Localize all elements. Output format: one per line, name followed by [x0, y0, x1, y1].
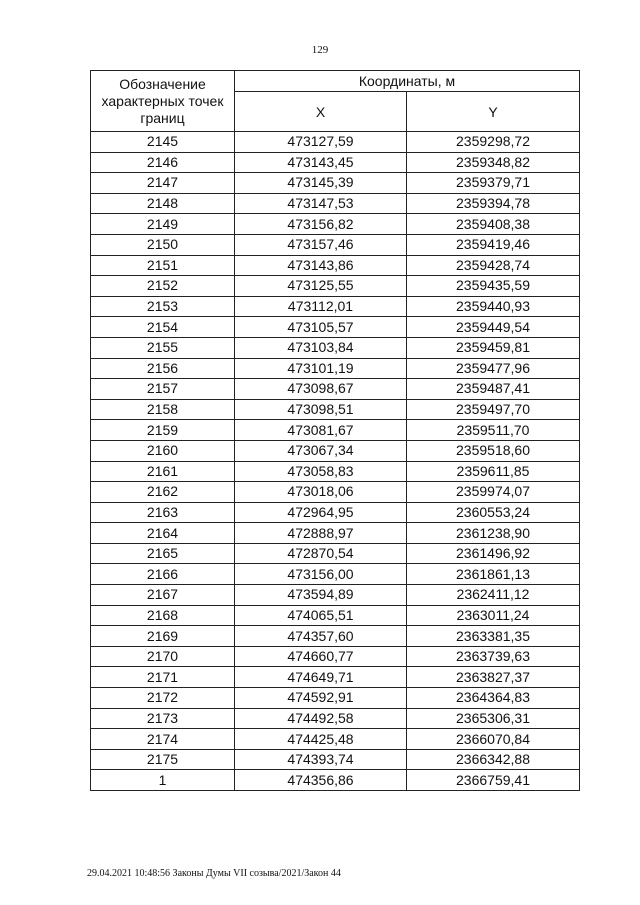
point-id-cell: 2151: [91, 255, 235, 276]
point-id-cell: 2161: [91, 461, 235, 482]
point-id-cell: 2146: [91, 152, 235, 173]
y-coordinate-cell: 2359487,41: [407, 379, 580, 400]
x-coordinate-cell: 473058,83: [235, 461, 407, 482]
point-id-cell: 2157: [91, 379, 235, 400]
table-row: [91, 523, 580, 544]
table-row: [91, 420, 580, 441]
y-coordinate-cell: 2361861,13: [407, 564, 580, 585]
point-id-cell: 2165: [91, 543, 235, 564]
point-id-cell: 2148: [91, 193, 235, 214]
table-row: [91, 749, 580, 770]
header-x: X: [235, 92, 407, 132]
point-id-cell: 2175: [91, 749, 235, 770]
table-row: [91, 688, 580, 709]
y-coordinate-cell: 2359298,72: [407, 132, 580, 153]
x-coordinate-cell: 473103,84: [235, 337, 407, 358]
x-coordinate-cell: 474492,58: [235, 708, 407, 729]
y-coordinate-cell: 2366070,84: [407, 729, 580, 750]
point-id-cell: 2168: [91, 605, 235, 626]
table-row: [91, 461, 580, 482]
table-row: [91, 193, 580, 214]
x-coordinate-cell: 474425,48: [235, 729, 407, 750]
point-id-cell: 2173: [91, 708, 235, 729]
point-id-cell: 2166: [91, 564, 235, 585]
table-row: [91, 234, 580, 255]
table-row: [91, 605, 580, 626]
point-id-cell: 1: [91, 770, 235, 791]
x-coordinate-cell: 473018,06: [235, 482, 407, 503]
y-coordinate-cell: 2359518,60: [407, 440, 580, 461]
y-coordinate-cell: 2365306,31: [407, 708, 580, 729]
header-coordinates: Координаты, м: [235, 71, 580, 92]
footer-stamp: 29.04.2021 10:48:56 Законы Думы VII созыва/2021/Закон 44: [87, 868, 341, 879]
x-coordinate-cell: 474356,86: [235, 770, 407, 791]
point-id-cell: 2156: [91, 358, 235, 379]
x-coordinate-cell: 473127,59: [235, 132, 407, 153]
x-coordinate-cell: 473101,19: [235, 358, 407, 379]
table-row: [91, 646, 580, 667]
y-coordinate-cell: 2359511,70: [407, 420, 580, 441]
table-row: [91, 132, 580, 153]
point-id-cell: 2163: [91, 502, 235, 523]
y-coordinate-cell: 2359408,38: [407, 214, 580, 235]
x-coordinate-cell: 473125,55: [235, 276, 407, 297]
y-coordinate-cell: 2359428,74: [407, 255, 580, 276]
x-coordinate-cell: 473105,57: [235, 317, 407, 338]
point-id-cell: 2162: [91, 482, 235, 503]
point-id-cell: 2160: [91, 440, 235, 461]
y-coordinate-cell: 2359459,81: [407, 337, 580, 358]
y-coordinate-cell: 2359394,78: [407, 193, 580, 214]
y-coordinate-cell: 2359440,93: [407, 296, 580, 317]
x-coordinate-cell: 474393,74: [235, 749, 407, 770]
x-coordinate-cell: 472964,95: [235, 502, 407, 523]
x-coordinate-cell: 473098,67: [235, 379, 407, 400]
x-coordinate-cell: 473143,45: [235, 152, 407, 173]
table-row: [91, 337, 580, 358]
header-designation: Обозначение характерных точек границ: [91, 71, 235, 132]
table-row: [91, 667, 580, 688]
table-row: [91, 399, 580, 420]
point-id-cell: 2158: [91, 399, 235, 420]
y-coordinate-cell: 2363827,37: [407, 667, 580, 688]
y-coordinate-cell: 2359497,70: [407, 399, 580, 420]
y-coordinate-cell: 2359435,59: [407, 276, 580, 297]
y-coordinate-cell: 2361238,90: [407, 523, 580, 544]
y-coordinate-cell: 2363381,35: [407, 626, 580, 647]
x-coordinate-cell: 473156,00: [235, 564, 407, 585]
table-row: [91, 543, 580, 564]
y-coordinate-cell: 2359611,85: [407, 461, 580, 482]
point-id-cell: 2174: [91, 729, 235, 750]
x-coordinate-cell: 472888,97: [235, 523, 407, 544]
x-coordinate-cell: 472870,54: [235, 543, 407, 564]
table-row: [91, 358, 580, 379]
x-coordinate-cell: 473156,82: [235, 214, 407, 235]
y-coordinate-cell: 2359974,07: [407, 482, 580, 503]
x-coordinate-cell: 473098,51: [235, 399, 407, 420]
point-id-cell: 2150: [91, 234, 235, 255]
x-coordinate-cell: 474065,51: [235, 605, 407, 626]
x-coordinate-cell: 474357,60: [235, 626, 407, 647]
y-coordinate-cell: 2364364,83: [407, 688, 580, 709]
table-row: [91, 296, 580, 317]
table-row: [91, 214, 580, 235]
table-body: [91, 132, 580, 791]
point-id-cell: 2159: [91, 420, 235, 441]
point-id-cell: 2171: [91, 667, 235, 688]
x-coordinate-cell: 473081,67: [235, 420, 407, 441]
x-coordinate-cell: 474649,71: [235, 667, 407, 688]
table-row: [91, 173, 580, 194]
y-coordinate-cell: 2363011,24: [407, 605, 580, 626]
table-row: [91, 317, 580, 338]
x-coordinate-cell: 473145,39: [235, 173, 407, 194]
point-id-cell: 2169: [91, 626, 235, 647]
table-row: [91, 708, 580, 729]
table-row: [91, 440, 580, 461]
point-id-cell: 2172: [91, 688, 235, 709]
x-coordinate-cell: 473147,53: [235, 193, 407, 214]
table-row: [91, 564, 580, 585]
y-coordinate-cell: 2359348,82: [407, 152, 580, 173]
point-id-cell: 2147: [91, 173, 235, 194]
point-id-cell: 2167: [91, 585, 235, 606]
point-id-cell: 2153: [91, 296, 235, 317]
table-row: [91, 626, 580, 647]
x-coordinate-cell: 474660,77: [235, 646, 407, 667]
point-id-cell: 2149: [91, 214, 235, 235]
point-id-cell: 2154: [91, 317, 235, 338]
y-coordinate-cell: 2359379,71: [407, 173, 580, 194]
point-id-cell: 2145: [91, 132, 235, 153]
coordinates-table: [90, 70, 580, 791]
y-coordinate-cell: 2361496,92: [407, 543, 580, 564]
point-id-cell: 2164: [91, 523, 235, 544]
table-row: [91, 379, 580, 400]
table-row: [91, 482, 580, 503]
y-coordinate-cell: 2359419,46: [407, 234, 580, 255]
y-coordinate-cell: 2366342,88: [407, 749, 580, 770]
y-coordinate-cell: 2359449,54: [407, 317, 580, 338]
table-row: [91, 770, 580, 791]
point-id-cell: 2155: [91, 337, 235, 358]
x-coordinate-cell: 473157,46: [235, 234, 407, 255]
table-row: [91, 152, 580, 173]
table-row: [91, 502, 580, 523]
y-coordinate-cell: 2359477,96: [407, 358, 580, 379]
table-header: [91, 71, 580, 132]
y-coordinate-cell: 2366759,41: [407, 770, 580, 791]
page-number: 129: [311, 44, 329, 56]
x-coordinate-cell: 473112,01: [235, 296, 407, 317]
x-coordinate-cell: 473594,89: [235, 585, 407, 606]
x-coordinate-cell: 473067,34: [235, 440, 407, 461]
y-coordinate-cell: 2363739,63: [407, 646, 580, 667]
header-y: Y: [407, 92, 580, 132]
point-id-cell: 2152: [91, 276, 235, 297]
y-coordinate-cell: 2362411,12: [407, 585, 580, 606]
table-row: [91, 585, 580, 606]
y-coordinate-cell: 2360553,24: [407, 502, 580, 523]
x-coordinate-cell: 474592,91: [235, 688, 407, 709]
point-id-cell: 2170: [91, 646, 235, 667]
table-row: [91, 276, 580, 297]
table-row: [91, 255, 580, 276]
x-coordinate-cell: 473143,86: [235, 255, 407, 276]
table-row: [91, 729, 580, 750]
